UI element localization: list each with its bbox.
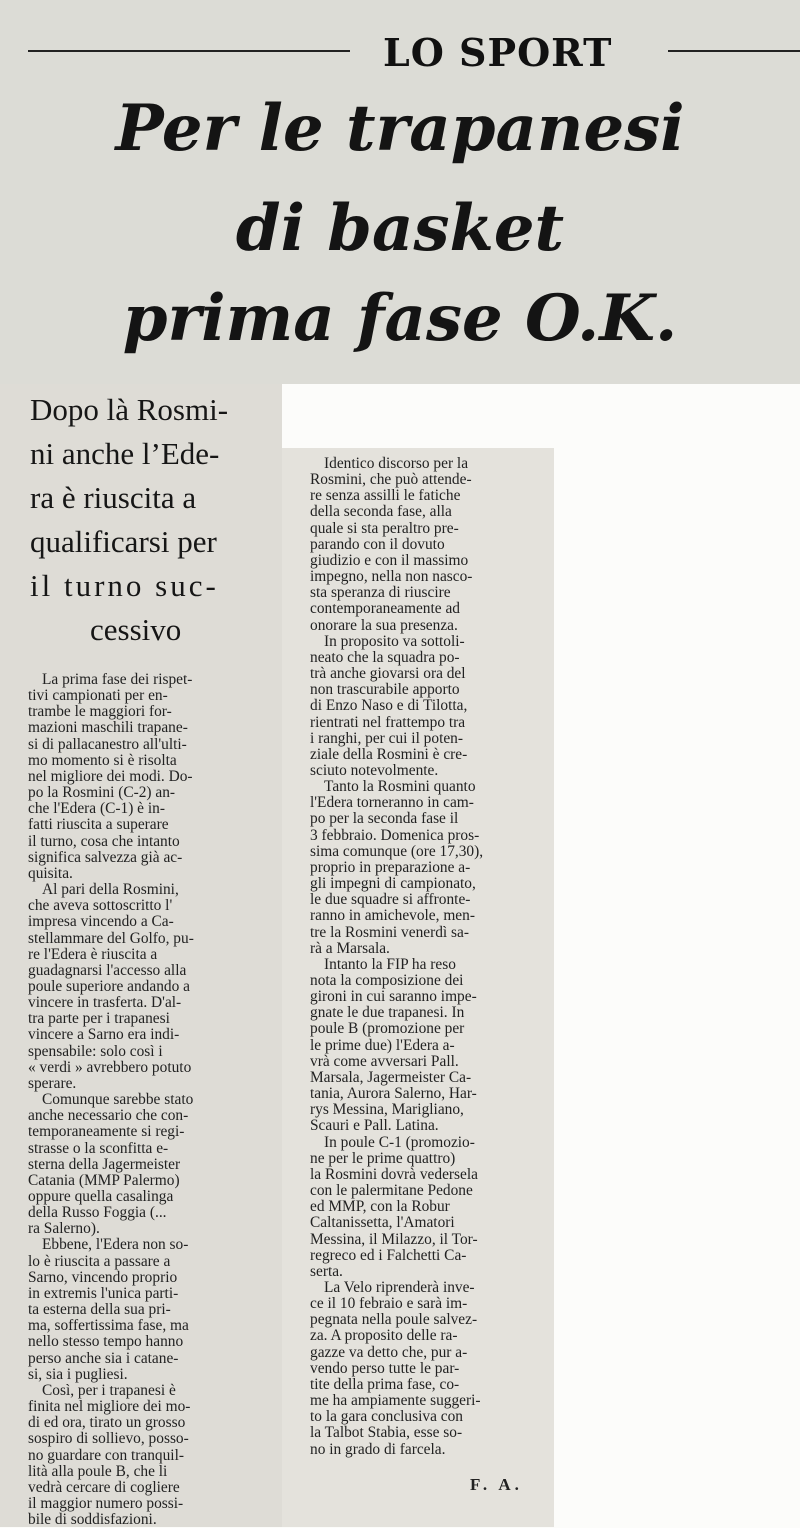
article-line: pegnata nella poule salvez- (310, 1311, 478, 1329)
article-column-left (28, 672, 264, 1528)
subhead-line: ni anche l’Ede- (30, 436, 220, 471)
subhead-line: cessivo (90, 612, 182, 647)
article-line: significa salvezza già ac- (28, 848, 183, 866)
article-line: La prima fase dei rispet- (42, 671, 193, 688)
article-line: poule B (promozione per (310, 1020, 465, 1038)
article-line: Intanto la FIP ha reso (324, 955, 456, 973)
article-line: finita nel migliore dei mo- (28, 1398, 191, 1416)
article-line: l'Edera torneranno in cam- (310, 794, 474, 812)
article-line: impegno, nella non nasco- (310, 568, 473, 586)
article-line: Comunque sarebbe stato (42, 1091, 194, 1109)
article-line: le prime due) l'Edera a- (310, 1036, 455, 1054)
section-rule-left (28, 50, 350, 52)
article-line: gazze va detto che, pur a- (310, 1343, 468, 1361)
article-line: lo è riuscita a passare a (28, 1252, 171, 1270)
article-line: proprio in preparazione a- (310, 858, 471, 876)
article-line: me ha ampiamente suggeri- (310, 1392, 481, 1410)
article-line: contemporaneamente ad (310, 600, 460, 618)
article-line: sima comunque (ore 17,30), (310, 842, 484, 860)
article-line: tania, Aurora Salerno, Har- (310, 1085, 477, 1103)
article-line: Sarno, vincendo proprio (28, 1268, 178, 1286)
subheadline (30, 388, 275, 652)
article-line: Catania (MMP Palermo) (28, 1171, 180, 1189)
subhead-line: il turno suc- (30, 568, 219, 603)
article-line: « verdi » avrebbero potuto (28, 1058, 192, 1076)
article-line: trambe le maggiori for- (28, 703, 172, 721)
article-line: vrà come avversari Pall. (310, 1052, 459, 1070)
article-line: parando con il dovuto (310, 535, 445, 553)
article-line: che l'Edera (C-1) è in- (28, 800, 165, 818)
article-line: lità alla poule B, che li (28, 1462, 168, 1480)
article-line: nel migliore dei modi. Do- (28, 767, 193, 785)
article-line: quale si sta peraltro pre- (310, 519, 459, 537)
article-line: ne per le prime quattro) (310, 1149, 456, 1167)
article-line: trà anche giovarsi ora del (310, 665, 466, 683)
article-line: Ebbene, l'Edera non so- (42, 1236, 189, 1254)
article-line: sta speranza di riuscire (310, 584, 451, 602)
article-line: gli impegni di campionato, (310, 875, 476, 893)
article-line: tre la Rosmini venerdì sa- (310, 923, 469, 941)
article-line: Rosmini, che può attende- (310, 471, 472, 489)
section-title: LO SPORT (383, 30, 613, 75)
article-line: la Rosmini dovrà vedersela (310, 1165, 478, 1183)
article-line: di Enzo Naso e di Tilotta, (310, 697, 468, 715)
article-line: ma, soffertissima fase, ma (28, 1317, 189, 1335)
article-line: non trascurabile apporto (310, 681, 460, 699)
headline-line-2: di basket (235, 191, 565, 266)
article-line: Caltanissetta, l'Amatori (310, 1214, 455, 1232)
article-line: no guardare con tranquil- (28, 1446, 184, 1464)
headline-line-1: Per le trapanesi (115, 91, 685, 166)
subhead-line: ra è riuscita a (30, 480, 197, 515)
article-line: ziale della Rosmini è cre- (310, 745, 468, 763)
article-line: il turno, cosa che intanto (28, 832, 180, 850)
article-line: za. A proposito delle ra- (310, 1327, 458, 1345)
article-line: temporaneamente si regi- (28, 1123, 185, 1141)
article-line: ed MMP, con la Robur (310, 1198, 450, 1216)
article-line: Così, per i trapanesi è (42, 1381, 176, 1399)
article-line: vedrà cercare di cogliere (28, 1478, 180, 1496)
article-line: tra parte per i trapanesi (28, 1010, 170, 1028)
article-line: rys Messina, Marigliano, (310, 1101, 464, 1119)
article-line: giudizio e con il massimo (310, 551, 469, 569)
article-line: mazioni maschili trapane- (28, 719, 188, 737)
article-line: Tanto la Rosmini quanto (324, 778, 476, 796)
article-line: bile di soddisfazioni. (28, 1511, 157, 1528)
article-line: guadagnarsi l'accesso alla (28, 961, 187, 979)
article-line: sospiro di sollievo, posso- (28, 1430, 189, 1448)
section-header (0, 20, 800, 80)
article-line: della seconda fase, alla (310, 503, 452, 521)
article-line: rientrati nel frattempo tra (310, 713, 466, 731)
article-line: quisita. (28, 864, 73, 882)
article-line: della Russo Foggia (... (28, 1204, 167, 1222)
headline-line-3: prima fase O.K. (122, 281, 678, 356)
article-column-right (310, 456, 532, 1458)
article-line: che aveva sottoscritto l' (28, 897, 173, 915)
article-line: ta esterna della sua pri- (28, 1301, 171, 1319)
article-line: in extremis l'unica parti- (28, 1284, 179, 1302)
article-line: Scauri e Pall. Latina. (310, 1117, 439, 1135)
subhead-line: qualificarsi per (30, 524, 217, 559)
article-line: nota la composizione dei (310, 972, 464, 989)
article-line: nello stesso tempo hanno (28, 1333, 184, 1351)
article-line: si di pallacanestro all'ulti- (28, 735, 187, 753)
article-line: neato che la squadra po- (310, 648, 460, 666)
article-line: sterna della Jagermeister (28, 1155, 181, 1173)
author-signature: F. A. (470, 1475, 523, 1494)
article-line: Identico discorso per la (324, 455, 469, 472)
article-line: strasse o la sconfitta e- (28, 1139, 169, 1157)
article-line: ranno in amichevole, men- (310, 907, 475, 925)
article-line: regreco ed i Falchetti Ca- (310, 1246, 467, 1264)
article-line: anche necessario che con- (28, 1107, 189, 1125)
article-line: serta. (310, 1262, 343, 1280)
article-line: sperare. (28, 1074, 77, 1092)
article-line: stellammare del Golfo, pu- (28, 929, 194, 947)
article-line: si, sia i pugliesi. (28, 1365, 128, 1383)
article-line: oppure quella casalinga (28, 1188, 174, 1205)
article-line: perso anche sia i catane- (28, 1349, 179, 1367)
article-line: ra Salerno). (28, 1220, 100, 1238)
subhead-line: Dopo là Rosmi- (30, 392, 229, 427)
article-line: no in grado di farcela. (310, 1440, 446, 1458)
article-line: to la gara conclusiva con (310, 1408, 463, 1426)
article-line: vendo perso tutte le par- (310, 1359, 460, 1377)
article-line: Messina, il Milazzo, il Tor- (310, 1230, 478, 1248)
article-line: impresa vincendo a Ca- (28, 913, 174, 931)
article-line: mo momento si è risolta (28, 751, 177, 769)
article-line: vincere a Sarno era indi- (28, 1026, 180, 1044)
article-line: le due squadre si affronte- (310, 891, 471, 909)
article-line: ce il 10 febraio e sarà im- (310, 1295, 468, 1313)
article-line: Marsala, Jagermeister Ca- (310, 1068, 472, 1086)
article-line: onorare la sua presenza. (310, 616, 458, 634)
article-line: 3 febbraio. Domenica pros- (310, 826, 480, 844)
article-line: di ed ora, tirato un grosso (28, 1414, 186, 1432)
article-line: La Velo riprenderà inve- (324, 1278, 475, 1296)
article-line: In poule C-1 (promozio- (324, 1133, 475, 1151)
article-line: sciuto notevolmente. (310, 761, 439, 779)
section-rule-right (668, 50, 800, 52)
article-line: po la Rosmini (C-2) an- (28, 784, 176, 802)
article-line: gironi in cui saranno impe- (310, 988, 477, 1006)
article-line: gnate le due trapanesi. In (310, 1004, 465, 1022)
article-line: i ranghi, per cui il poten- (310, 729, 464, 747)
article-line: Al pari della Rosmini, (42, 881, 179, 899)
article-line: re l'Edera è riuscita a (28, 945, 158, 963)
article-line: re senza assilli le fatiche (310, 487, 461, 505)
article-line: la Talbot Stabia, esse so- (310, 1424, 463, 1442)
article-line: fatti riuscita a superare (28, 816, 169, 834)
article-line: tite della prima fase, co- (310, 1375, 460, 1393)
article-line: con le palermitane Pedone (310, 1182, 473, 1200)
article-line: il maggior numero possi- (28, 1494, 184, 1512)
article-line: po per la seconda fase il (310, 810, 459, 828)
article-line: In proposito va sottoli- (324, 632, 465, 650)
article-line: poule superiore andando a (28, 977, 190, 995)
article-line: rà a Marsala. (310, 939, 390, 957)
article-line: vincere in trasferta. D'al- (28, 994, 182, 1012)
article-line: tivi campionati per en- (28, 687, 168, 705)
article-line: spensabile: solo così i (28, 1042, 163, 1060)
